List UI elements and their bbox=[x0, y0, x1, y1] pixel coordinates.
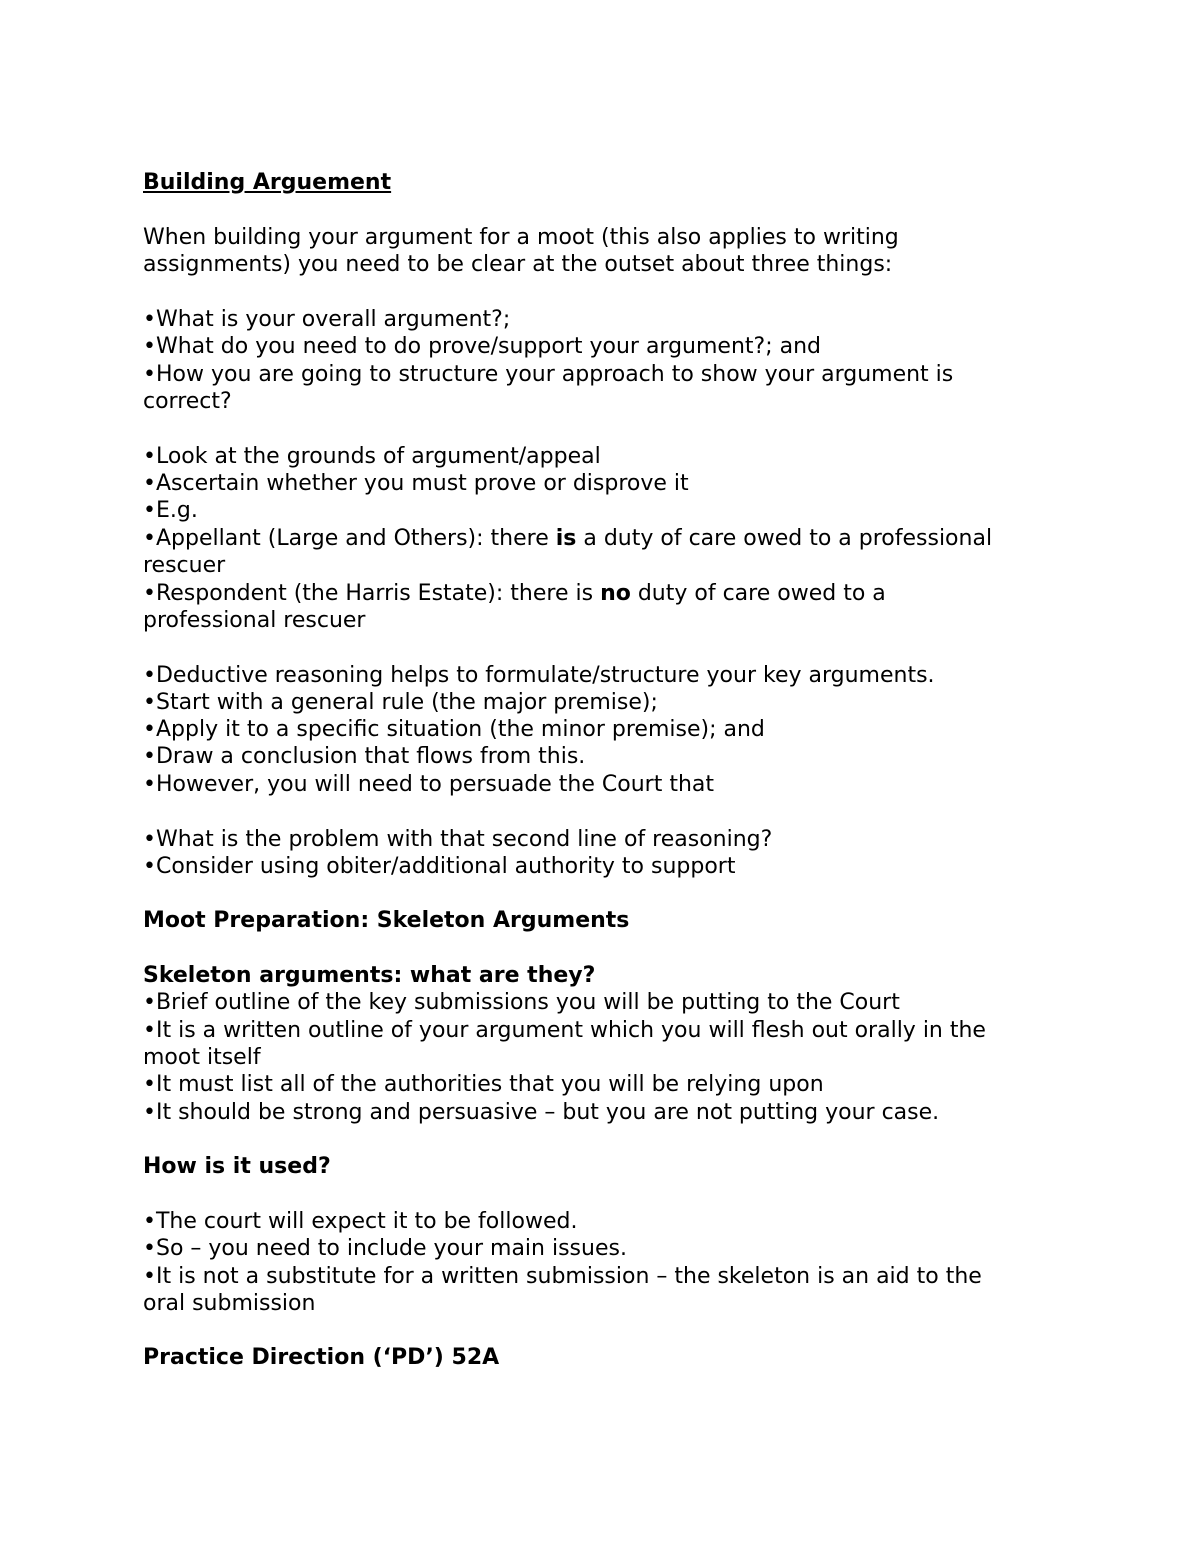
bullet-line: •However, you will need to persuade the Court that bbox=[143, 772, 715, 797]
bullet-continuation: professional rescuer bbox=[143, 608, 366, 633]
bullet-line: •Start with a general rule (the major premise); bbox=[143, 690, 658, 715]
document-title: Building Arguement bbox=[143, 170, 392, 195]
bullet-line: •So – you need to include your main issues. bbox=[143, 1236, 627, 1261]
bullet-line: •It must list all of the authorities that you will be relying upon bbox=[143, 1072, 824, 1097]
section-heading: Practice Direction (‘PD’) 52A bbox=[143, 1345, 500, 1370]
appellant-emphasis: is bbox=[555, 526, 577, 551]
bullet-line: •It should be strong and persuasive – but you are not putting your case. bbox=[143, 1100, 940, 1125]
bullet-line: •It is a written outline of your argument which you will flesh out orally in the bbox=[143, 1018, 986, 1043]
section-heading: How is it used? bbox=[143, 1154, 331, 1179]
bullet-line: •Apply it to a specific situation (the minor premise); and bbox=[143, 717, 765, 742]
intro-line: When building your argument for a moot (this also applies to writing bbox=[143, 225, 899, 250]
respondent-text-end: duty of care owed to a bbox=[630, 581, 886, 606]
respondent-text: •Respondent (the Harris Estate): there is bbox=[143, 581, 601, 606]
bullet-line: •Look at the grounds of argument/appeal bbox=[143, 444, 601, 469]
bullet-line: •E.g. bbox=[143, 498, 198, 523]
bullet-line: •What is the problem with that second line of reasoning? bbox=[143, 827, 773, 852]
bullet-continuation: oral submission bbox=[143, 1291, 316, 1316]
bullet-line: •Deductive reasoning helps to formulate/structure your key arguments. bbox=[143, 663, 935, 688]
bullet-continuation: correct? bbox=[143, 389, 232, 414]
appellant-text: •Appellant (Large and Others): there bbox=[143, 526, 556, 551]
bullet-line: •How you are going to structure your approach to show your argument is bbox=[143, 362, 954, 387]
section-heading: Moot Preparation: Skeleton Arguments bbox=[143, 908, 630, 933]
bullet-line: •Ascertain whether you must prove or disprove it bbox=[143, 471, 689, 496]
section-heading: Skeleton arguments: what are they? bbox=[143, 963, 596, 988]
bullet-line: •Draw a conclusion that flows from this. bbox=[143, 744, 586, 769]
intro-line: assignments) you need to be clear at the outset about three things: bbox=[143, 252, 893, 277]
bullet-line: •Consider using obiter/additional authority to support bbox=[143, 854, 736, 879]
bullet-line: •It is not a substitute for a written submission – the skeleton is an aid to the bbox=[143, 1264, 982, 1289]
bullet-continuation: rescuer bbox=[143, 553, 226, 578]
respondent-emphasis: no bbox=[600, 581, 631, 606]
bullet-line: •What is your overall argument?; bbox=[143, 307, 511, 332]
bullet-line-appellant bbox=[143, 525, 992, 552]
bullet-continuation: moot itself bbox=[143, 1045, 261, 1070]
bullet-line-respondent bbox=[143, 580, 886, 607]
bullet-line: •Brief outline of the key submissions you will be putting to the Court bbox=[143, 990, 900, 1015]
appellant-text-end: a duty of care owed to a professional bbox=[576, 526, 993, 551]
bullet-line: •The court will expect it to be followed. bbox=[143, 1209, 578, 1234]
bullet-line: •What do you need to do prove/support your argument?; and bbox=[143, 334, 822, 359]
